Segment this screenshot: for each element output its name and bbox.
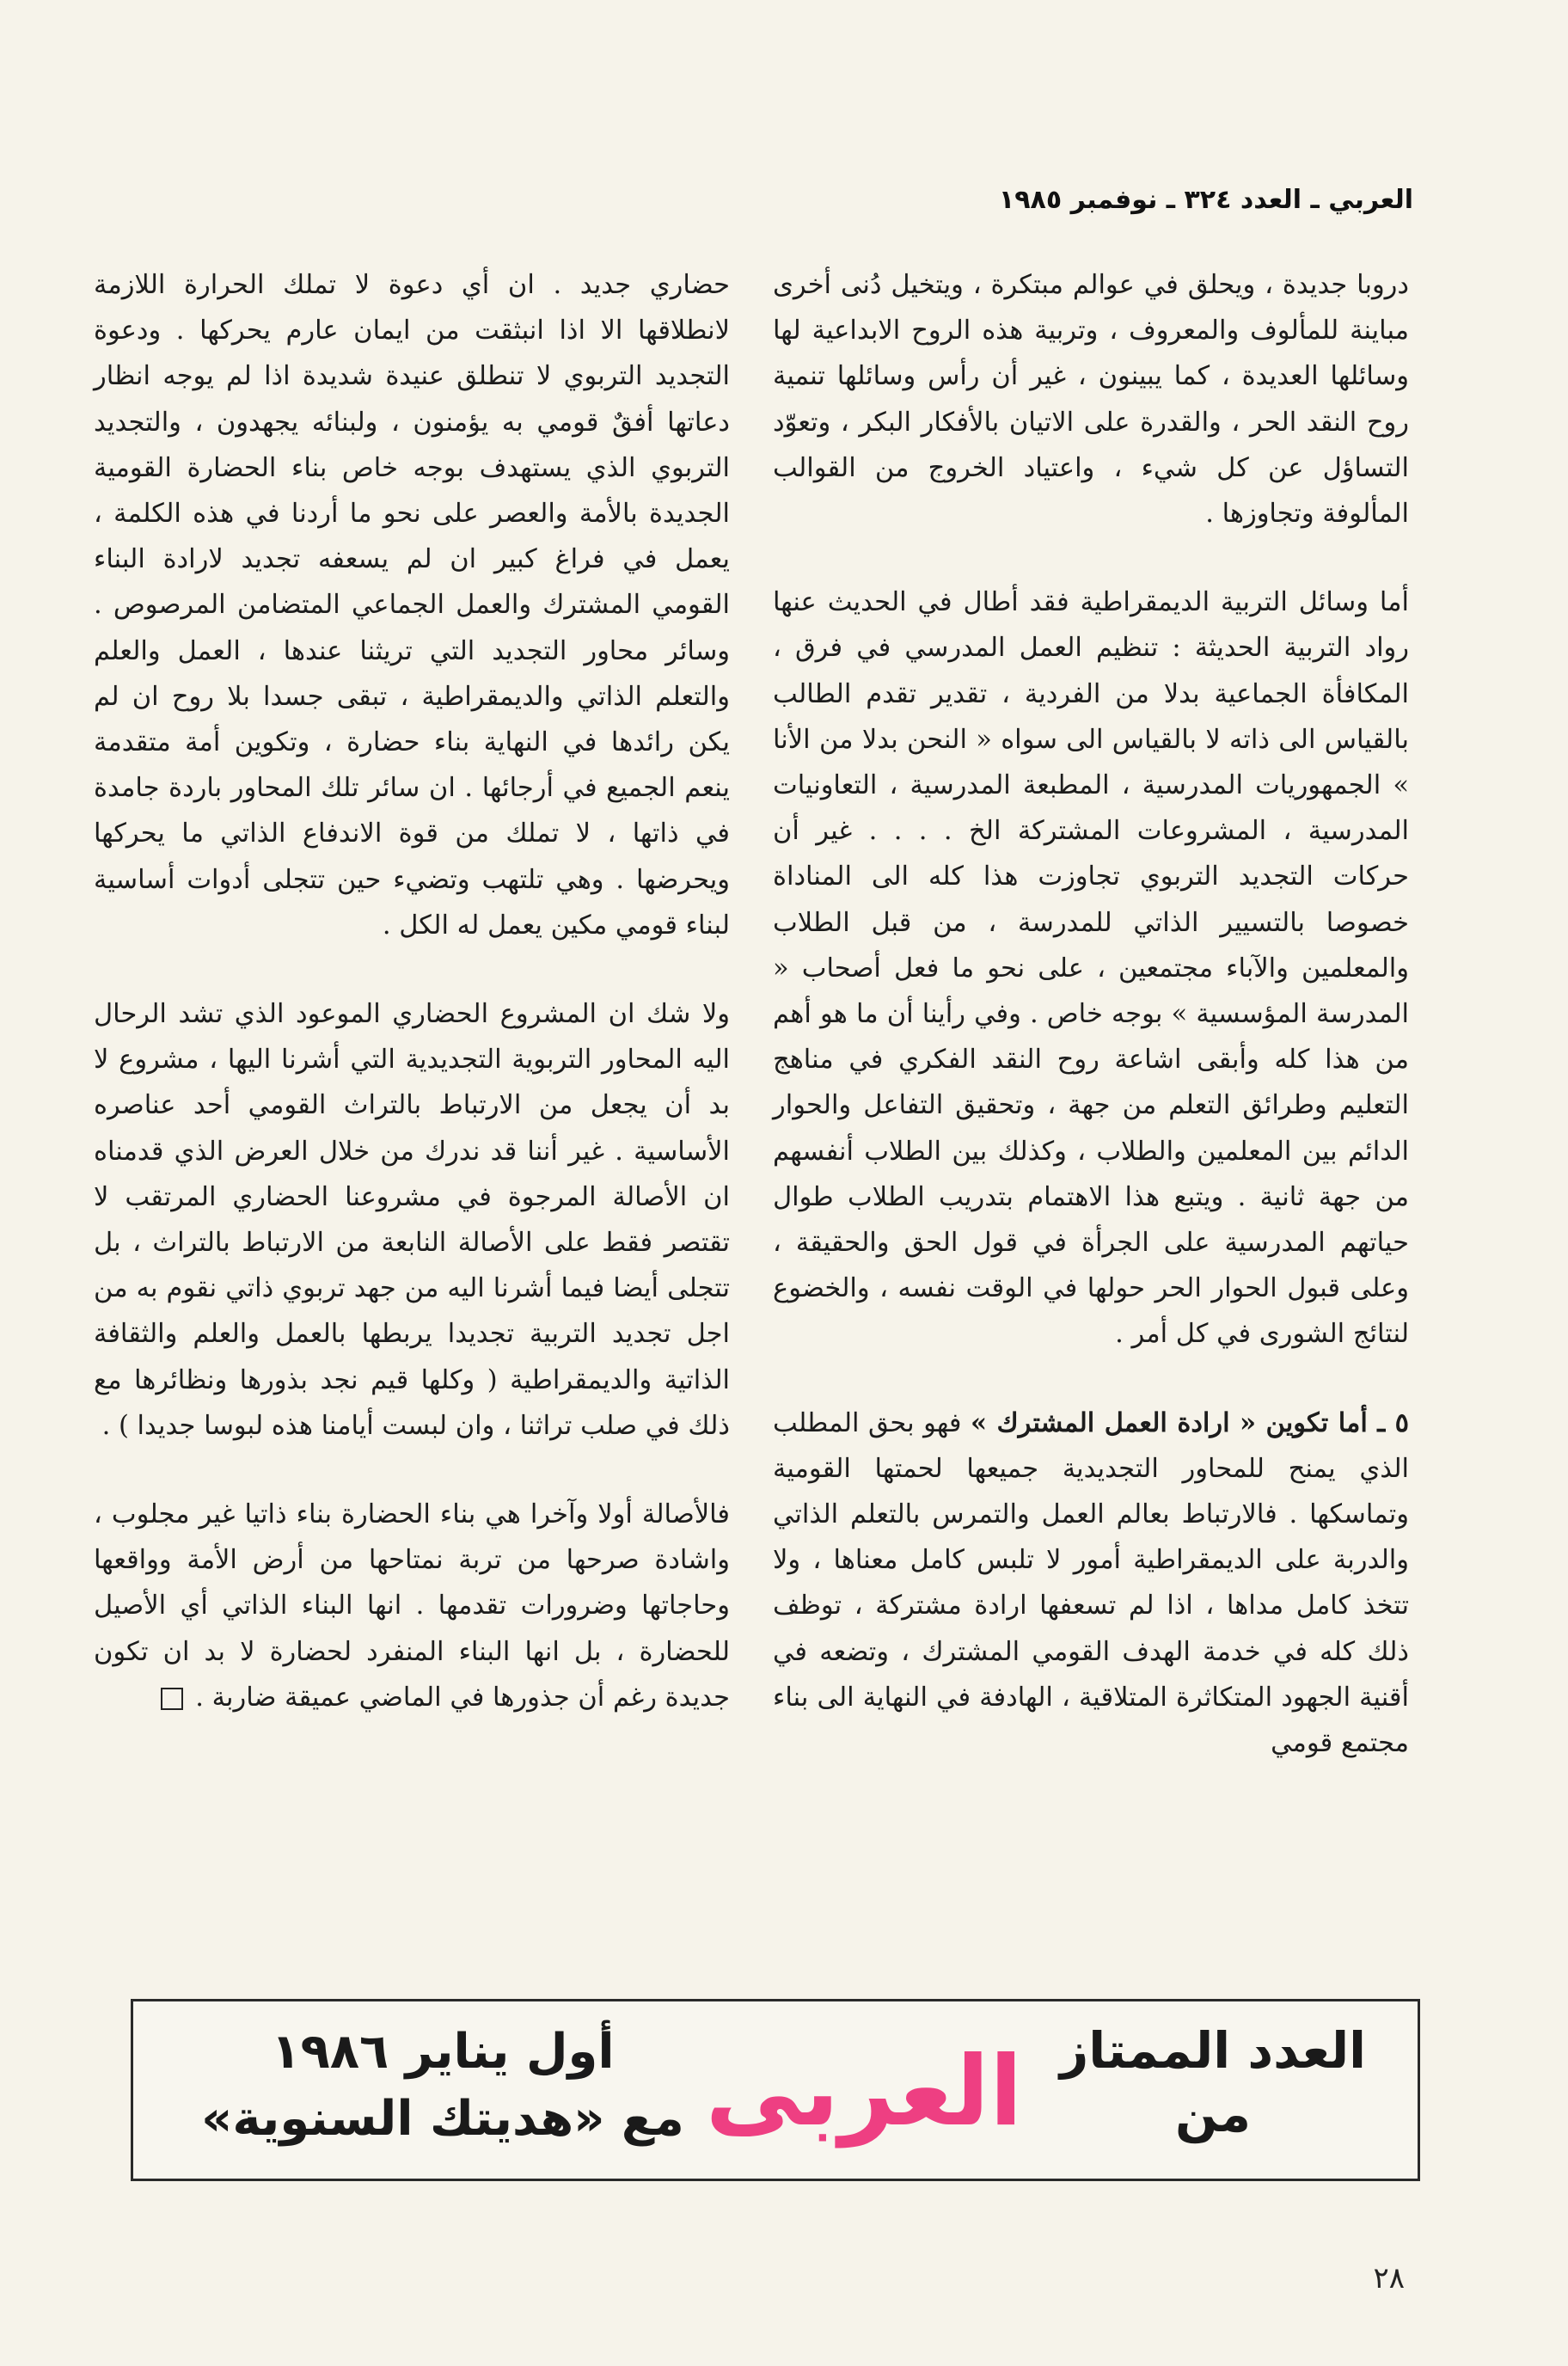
advertisement-box: [131, 1999, 1420, 2181]
ad-issue-text: [1050, 2019, 1376, 2146]
section-5-text: فهو بحق المطلب الذي يمنح للمحاور التجديدية جميعها لحمتها القومية وتماسكها . فالارتباط بعالم العمل والتمرس بالتعلم الذاتي والدربة على الديمقراطية أمور لا تلبس كامل معناها ، ولا تتخذ كامل مداها ، اذا لم تسعفها ارادة مشتركة ، توظف ذلك كله في خدمة الهدف القومي المشترك ، وتضعه في أقنية الجهود المتكاثرة المتلاقية ، الهادفة في النهاية الى بناء مجتمع قومي: [773, 1407, 1409, 1759]
paragraph: حضاري جديد . ان أي دعوة لا تملك الحرارة اللازمة لانطلاقها الا اذا انبثقت من ايمان عارم يحركها . ودعوة التجديد التربوي لا تنطلق عنيدة شديدة اذا لم يوجه انظار دعاتها أفقٌ قومي به يؤمنون ، ولبنائه يجهدون ، والتجديد التربوي الذي يستهدف بوجه خاص بناء الحضارة القومية الجديدة بالأمة والعصر على نحو ما أردنا في هذه الكلمة ، يعمل في فراغ كبير ان لم يسعفه تجديد لارادة البناء القومي المشترك والعمل الجماعي المتضامن المرصوص . وسائر محاور التجديد التي تريثنا عندها ، العمل والعلم والتعلم الذاتي والديمقراطية ، تبقى جسدا بلا روح ان لم يكن رائدها في النهاية بناء حضارة ، وتكوين أمة متقدمة ينعم الجميع في أرجائها . ان سائر تلك المحاور باردة جامدة في ذاتها ، لا تملك من قوة الاندفاع الذاتي ما يحركها ويحرضها . وهي تلتهب وتضيء حين تتجلى أدوات أساسية لبناء قومي مكين يعمل له الكل .: [94, 270, 730, 941]
right-column: [773, 262, 1409, 1809]
section-5-paragraph: [773, 1401, 1409, 1767]
final-paragraph-text: فالأصالة أولا وآخرا هي بناء الحضارة بناء ذاتيا غير مجلوب ، واشادة صرحها من تربة نمتاحها من أرض الأمة وواقعها وحاجاتها وضرورات تقدمها . انها البناء الذاتي أي الأصيل للحضارة ، بل انها البناء المنفرد لحضارة لا بد ان تكون جديدة رغم أن جذورها في الماضي عميقة ضاربة .: [94, 1499, 730, 1713]
ad-date: أول يناير ١٩٨٦: [271, 2024, 615, 2080]
ad-gift: مع «هديتك السنوية»: [201, 2091, 684, 2147]
ad-line-1: العدد الممتاز: [1059, 2021, 1367, 2080]
end-of-article-icon: [161, 1688, 183, 1710]
left-column: [94, 262, 730, 1763]
running-head: العربي ـ العدد ٣٢٤ ـ نوفمبر ١٩٨٥: [998, 185, 1413, 215]
final-paragraph: [94, 1492, 730, 1720]
paragraph: ولا شك ان المشروع الحضاري الموعود الذي تشد الرحال اليه المحاور التربوية التجديدية التي أشرنا اليها ، مشروع لا بد أن يجعل من الارتباط بالتراث القومي أحد عناصره الأساسية . غير أننا قد ندرك من خلال العرض الذي قدمناه ان الأصالة المرجوة في مشروعنا الحضاري المرتقب لا تقتصر فقط على الأصالة النابعة من الارتباط بالتراث ، بل تتجلى أيضا فيما أشرنا اليه من جهد تربوي ذاتي نقوم به من اجل تجديد التربية تجديدا يربطها بالعمل والعلم والثقافة الذاتية والديمقراطية ( وكلها قيم نجد بذورها ونظائرها مع ذلك في صلب تراثنا ، وان لبست أيامنا هذه لبوسا جديدا ) .: [94, 999, 730, 1441]
alarabi-logo: العربى: [705, 2036, 1023, 2148]
ad-date-text: [185, 2019, 701, 2153]
section-5-heading: ٥ ـ أما تكوين « ارادة العمل المشترك »: [971, 1407, 1410, 1438]
ad-line-2: من: [1174, 2085, 1252, 2143]
paragraph: دروبا جديدة ، ويحلق في عوالم مبتكرة ، ويتخيل دُنى أخرى مباينة للمألوف والمعروف ، وتربية هذه الروح الابداعية لها وسائلها العديدة ، كما يبينون ، غير أن رأس وسائلها تنمية روح النقد الحر ، والقدرة على الاتيان بالأفكار البكر ، وتعوّد التساؤل عن كل شيء ، واعتياد الخروج من القوالب المألوفة وتجاوزها .: [773, 270, 1409, 530]
page-number: ٢٨: [1373, 2261, 1405, 2296]
paragraph: أما وسائل التربية الديمقراطية فقد أطال في الحديث عنها رواد التربية الحديثة : تنظيم العمل المدرسي في فرق ، المكافأة الجماعية بدلا من الفردية ، تقدير تقدم الطالب بالقياس الى ذاته لا بالقياس الى سواه « النحن بدلا من الأنا » الجمهوريات المدرسية ، المطبعة المدرسية ، التعاونيات المدرسية ، المشروعات المشتركة الخ . . . . غير أن حركات التجديد التربوي تجاوزت هذا كله الى المناداة خصوصا بالتسيير الذاتي للمدرسة ، من قبل الطلاب والمعلمين والآباء مجتمعين ، على نحو ما فعل أصحاب « المدرسة المؤسسية » بوجه خاص . وفي رأينا أن ما هو أهم من هذا كله وأبقى اشاعة روح النقد الفكري في مناهج التعليم وطرائق التعلم من جهة ، وتحقيق التفاعل والحوار الدائم بين المعلمين والطلاب ، وكذلك بين الطلاب أنفسهم من جهة ثانية . ويتبع هذا الاهتمام بتدريب الطلاب طوال حياتهم المدرسية على الجرأة في قول الحق والحقيقة ، وعلى قبول الحوار الحر حولها في الوقت نفسه ، والخضوع لنتائج الشورى في كل أمر .: [773, 587, 1409, 1350]
